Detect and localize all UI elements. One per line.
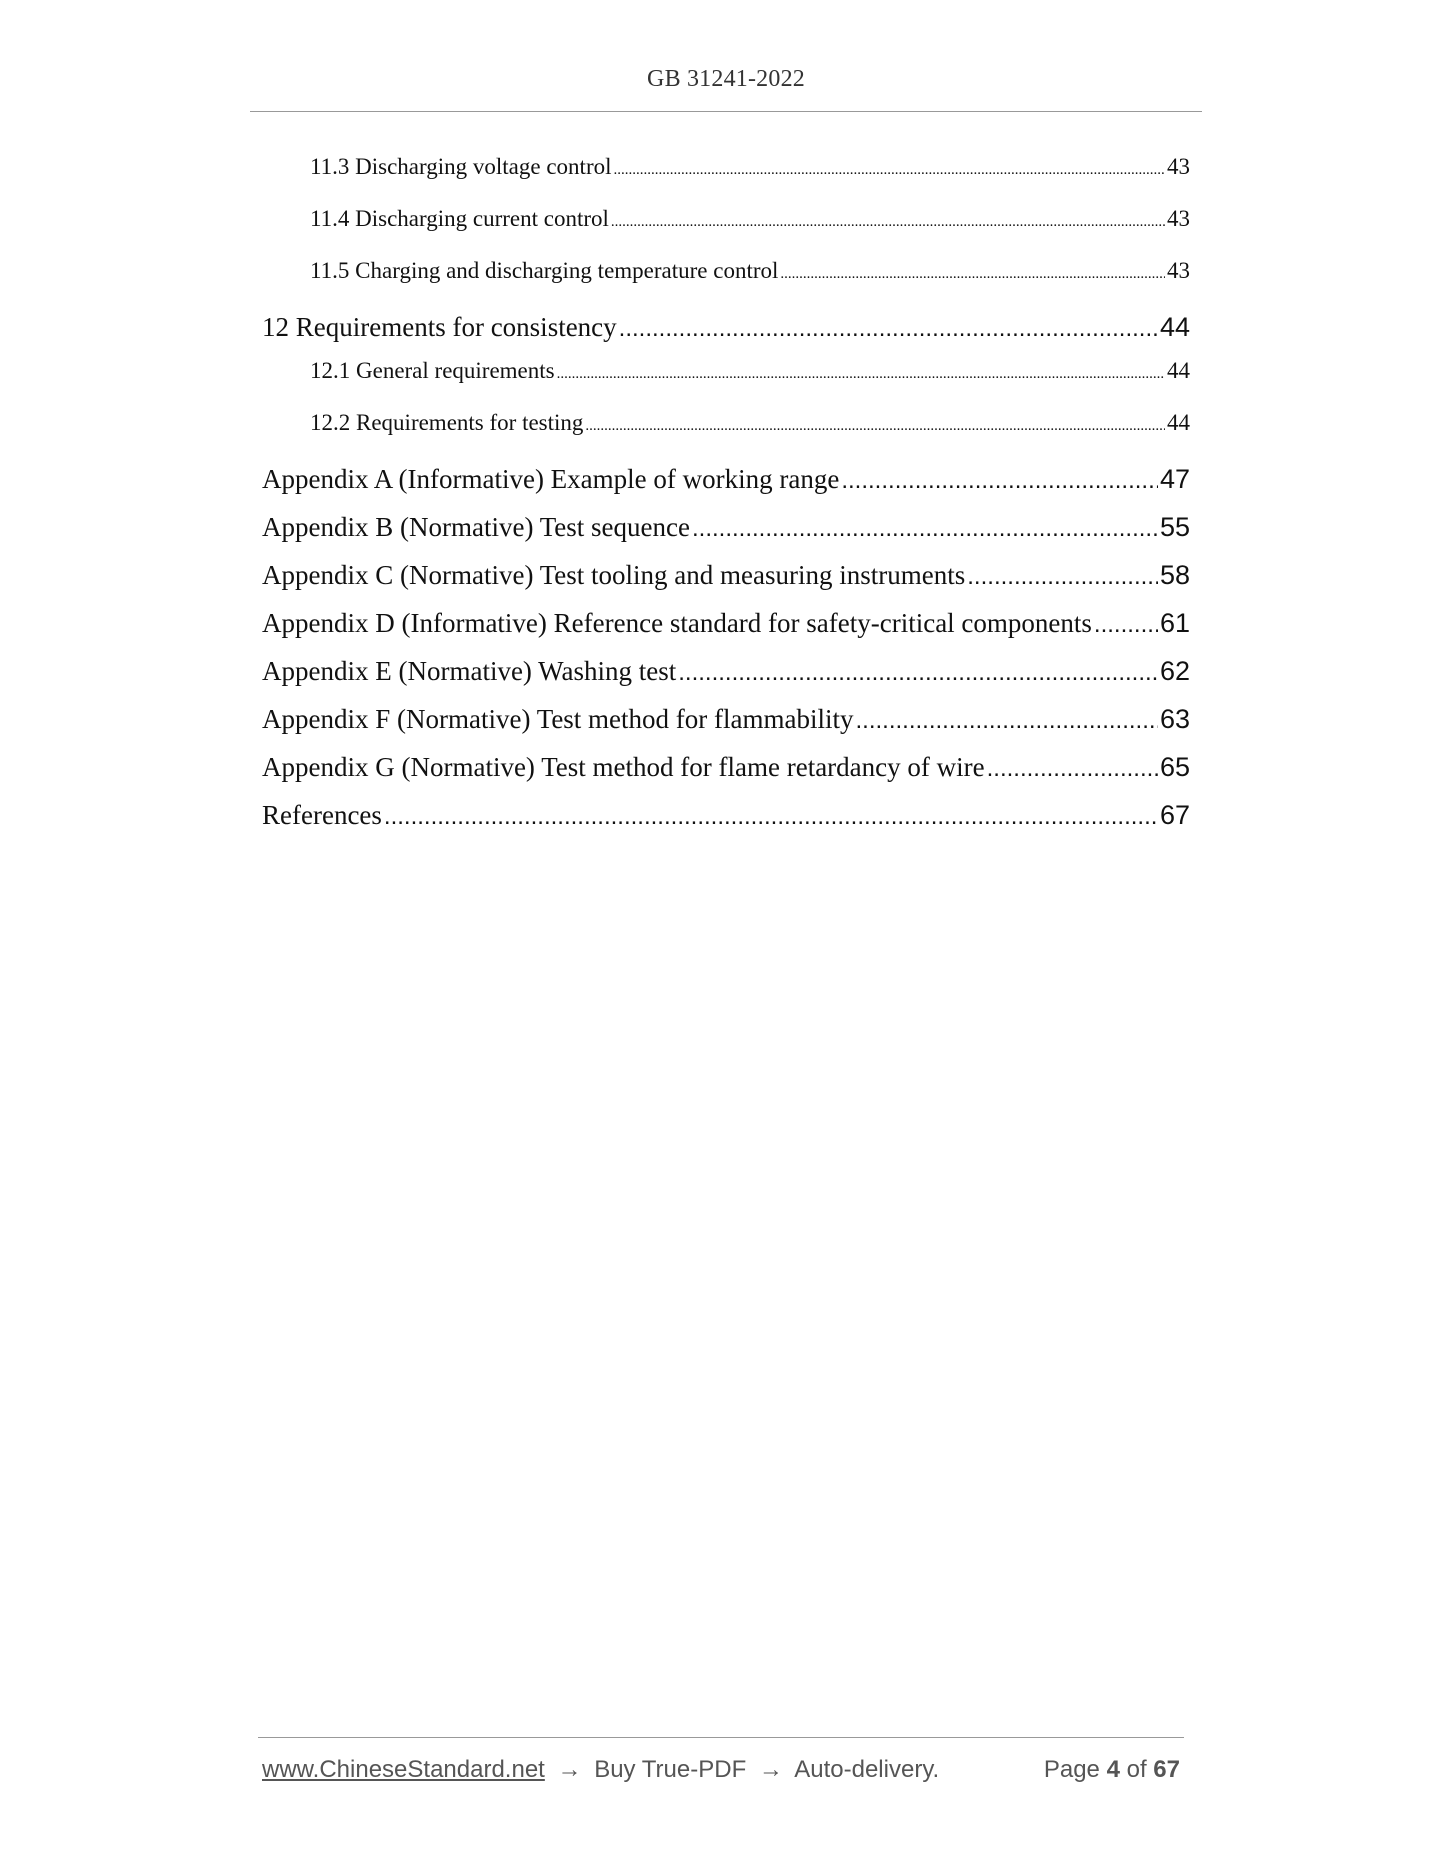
page-number: [1044, 1756, 1180, 1784]
toc-entry-title: 11.5 Charging and discharging temperature control: [310, 258, 779, 283]
toc-entry-title: 11.3 Discharging voltage control: [310, 154, 612, 179]
toc-entry[interactable]: [262, 752, 1190, 783]
toc-entry-page: 47: [1159, 464, 1190, 494]
page-total: 67: [1153, 1756, 1180, 1783]
arrow-right-icon: →: [557, 1756, 582, 1783]
toc-entry-page: 61: [1159, 608, 1190, 638]
toc-entry[interactable]: [262, 800, 1190, 831]
toc-dot-leader: [967, 563, 1158, 591]
toc-dot-leader: [619, 315, 1158, 343]
toc-entry[interactable]: [310, 154, 1190, 180]
toc-dot-leader: [611, 214, 1165, 231]
arrow-right-icon: →: [758, 1756, 783, 1783]
toc-entry[interactable]: [262, 704, 1190, 735]
website-link[interactable]: www.ChineseStandard.net: [262, 1756, 545, 1783]
footer-promo: [262, 1756, 939, 1784]
toc-entry[interactable]: [262, 512, 1190, 543]
header-divider: [250, 111, 1202, 112]
toc-entry[interactable]: [310, 410, 1190, 436]
page-footer: [262, 1756, 1180, 1784]
toc-entry-title: Appendix C (Normative) Test tooling and measuring instruments: [262, 560, 966, 590]
toc-entry-title: Appendix F (Normative) Test method for flammability: [262, 704, 854, 734]
toc-entry[interactable]: [310, 358, 1190, 384]
toc-entry-title: 12 Requirements for consistency: [262, 312, 617, 342]
toc-dot-leader: [987, 755, 1158, 783]
toc-entry[interactable]: [262, 464, 1190, 495]
toc-entry[interactable]: [262, 656, 1190, 687]
toc-entry-page: 62: [1159, 656, 1190, 686]
toc-entry-page: 65: [1159, 752, 1190, 782]
toc-entry-title: Appendix D (Informative) Reference standard for safety-critical components: [262, 608, 1092, 638]
toc-dot-leader: [678, 659, 1158, 687]
toc-entry[interactable]: [310, 206, 1190, 232]
toc-entry[interactable]: [262, 560, 1190, 591]
toc-entry-title: 11.4 Discharging current control: [310, 206, 609, 231]
toc-entry-title: References: [262, 800, 382, 830]
toc-entry[interactable]: [310, 258, 1190, 284]
toc-dot-leader: [1094, 611, 1158, 639]
toc-dot-leader: [614, 162, 1166, 179]
toc-entry-page: 63: [1159, 704, 1190, 734]
toc-entry-title: Appendix G (Normative) Test method for flame retardancy of wire: [262, 752, 985, 782]
toc-dot-leader: [585, 418, 1165, 435]
page-current: 4: [1106, 1756, 1120, 1783]
toc-entry-page: 44: [1167, 358, 1190, 383]
page-of-label: of: [1126, 1756, 1147, 1783]
toc-entry-page: 55: [1159, 512, 1190, 542]
toc-entry-title: Appendix B (Normative) Test sequence: [262, 512, 690, 542]
toc-dot-leader: [557, 366, 1165, 383]
toc-entry-title: 12.1 General requirements: [310, 358, 555, 383]
toc-entry-page: 43: [1167, 258, 1190, 283]
toc-dot-leader: [384, 803, 1158, 831]
toc-entry[interactable]: [262, 608, 1190, 639]
page-header-title: GB 31241-2022: [647, 66, 805, 92]
toc-dot-leader: [856, 707, 1158, 735]
toc-entry-title: Appendix E (Normative) Washing test: [262, 656, 677, 686]
buy-text: Buy True-PDF: [594, 1756, 747, 1783]
toc-dot-leader: [780, 266, 1165, 283]
toc-dot-leader: [692, 515, 1158, 543]
toc-entry-title: Appendix A (Informative) Example of working range: [262, 464, 840, 494]
toc-entry-page: 44: [1159, 312, 1190, 342]
toc-entry-page: 58: [1159, 560, 1190, 590]
toc-dot-leader: [841, 467, 1158, 495]
toc-entry[interactable]: [262, 312, 1190, 343]
toc-entry-page: 43: [1167, 206, 1190, 231]
footer-divider: [258, 1737, 1184, 1738]
toc-entry-title: 12.2 Requirements for testing: [310, 410, 584, 435]
page-label: Page: [1043, 1756, 1100, 1783]
delivery-text: Auto-delivery.: [794, 1756, 940, 1783]
toc-entry-page: 43: [1167, 154, 1190, 179]
toc-entry-page: 44: [1167, 410, 1190, 435]
toc-entry-page: 67: [1159, 800, 1190, 830]
